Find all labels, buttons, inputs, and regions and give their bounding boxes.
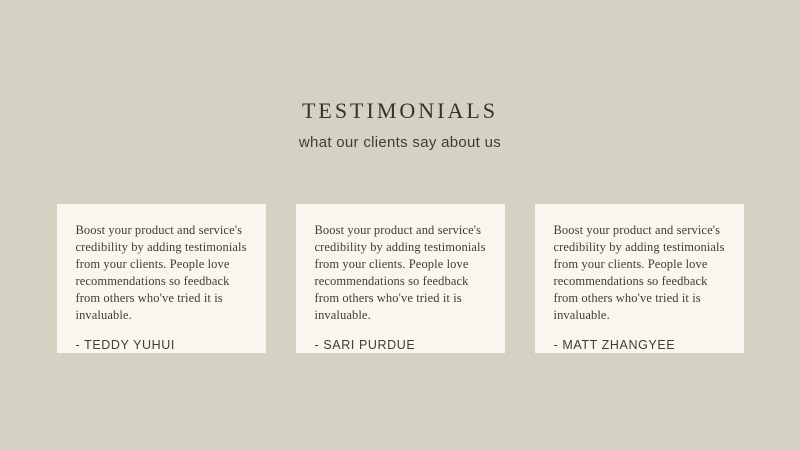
section-title: TESTIMONIALS [301,98,499,123]
testimonial-author: - SARI PURDUE [314,338,416,352]
testimonial-cards-row [0,204,800,353]
section-subtitle: what our clients say about us [298,134,502,152]
testimonial-card [57,204,266,353]
section-header [0,99,800,151]
testimonial-card [535,204,744,353]
testimonial-author: - TEDDY YUHUI [75,338,175,352]
testimonial-quote: Boost your product and service's credibility by adding testimonials from your clients. People love recommendations so feedback from others who've tried it is invaluable. [314,223,486,322]
testimonial-card [296,204,505,353]
testimonial-author: - MATT ZHANGYEE [553,338,676,352]
testimonial-quote: Boost your product and service's credibility by adding testimonials from your clients. People love recommendations so feedback from others who've tried it is invaluable. [75,223,247,322]
testimonial-quote: Boost your product and service's credibility by adding testimonials from your clients. People love recommendations so feedback from others who've tried it is invaluable. [553,223,725,322]
